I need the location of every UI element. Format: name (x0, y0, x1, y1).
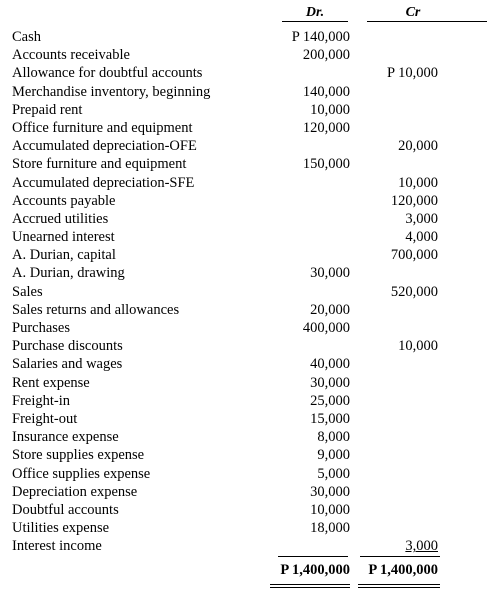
account-name: Sales (12, 283, 43, 300)
table-row (0, 265, 494, 283)
credit-total-rule (360, 556, 440, 557)
credit-amount: P 10,000 (386, 65, 438, 82)
table-row (0, 102, 494, 120)
credit-header-underline (367, 21, 487, 22)
account-name: Purchases (12, 320, 70, 336)
table-row (0, 29, 494, 47)
debit-amount: 18,000 (310, 520, 350, 537)
table-row (0, 338, 494, 356)
account-name: Accounts receivable (12, 47, 130, 64)
account-name: Interest income (12, 538, 102, 555)
table-row (0, 138, 494, 156)
table-row (0, 84, 494, 102)
debit-amount: 30,000 (310, 265, 350, 282)
account-name: Accumulated depreciation-OFE (12, 138, 197, 155)
debit-double-underline (270, 584, 350, 588)
table-row (0, 520, 494, 538)
debit-amount: 150,000 (302, 156, 350, 173)
debit-amount: 40,000 (310, 356, 350, 373)
table-row (0, 156, 494, 174)
account-name: A. Durian, capital (12, 247, 116, 264)
account-name: Cash (12, 29, 41, 45)
account-name: Allowance for doubtful accounts (12, 65, 203, 82)
credit-amount: 20,000 (398, 138, 438, 155)
account-name: Salaries and wages (12, 356, 123, 373)
debit-column-header: Dr. (305, 5, 325, 20)
table-row (0, 447, 494, 465)
debit-amount: 9,000 (317, 447, 350, 464)
credit-amount: 3,000 (405, 538, 438, 555)
trial-balance-rows (0, 29, 494, 556)
account-name: Office furniture and equipment (12, 119, 193, 136)
debit-amount: 25,000 (310, 392, 350, 409)
debit-header-underline (282, 21, 348, 22)
debit-total-rule (278, 556, 348, 557)
table-row (0, 65, 494, 83)
account-name: Accumulated depreciation-SFE (12, 174, 195, 191)
table-row (0, 375, 494, 393)
debit-amount: 30,000 (310, 374, 350, 391)
credit-amount: 120,000 (390, 192, 438, 209)
debit-amount: 140,000 (302, 83, 350, 100)
credit-total: P 1,400,000 (368, 562, 438, 578)
account-name: Sales returns and allowances (12, 301, 180, 318)
credit-amount: 700,000 (390, 247, 438, 264)
table-row (0, 429, 494, 447)
debit-amount: 8,000 (317, 429, 350, 446)
account-name: Merchandise inventory, beginning (12, 83, 211, 100)
account-name: Office supplies expense (12, 465, 151, 482)
debit-amount: 10,000 (310, 101, 350, 118)
table-row (0, 538, 494, 556)
table-row (0, 247, 494, 265)
table-row (0, 466, 494, 484)
debit-amount: 30,000 (310, 483, 350, 500)
account-name: Rent expense (12, 374, 90, 391)
account-name: A. Durian, drawing (12, 265, 125, 282)
table-row (0, 229, 494, 247)
account-name: Depreciation expense (12, 483, 138, 500)
table-row (0, 120, 494, 138)
account-name: Unearned interest (12, 229, 115, 246)
debit-amount: 120,000 (302, 119, 350, 136)
credit-column-header: Cr (405, 5, 421, 20)
table-row (0, 47, 494, 65)
table-row (0, 393, 494, 411)
debit-amount: 200,000 (302, 47, 350, 64)
debit-total: P 1,400,000 (280, 562, 350, 578)
account-name: Insurance expense (12, 429, 119, 446)
table-row (0, 193, 494, 211)
debit-amount: P 140,000 (291, 29, 350, 45)
table-row (0, 175, 494, 193)
table-row (0, 284, 494, 302)
debit-amount: 15,000 (310, 410, 350, 427)
debit-amount: 400,000 (302, 320, 350, 336)
account-name: Prepaid rent (12, 101, 83, 118)
table-row (0, 302, 494, 320)
credit-amount: 10,000 (398, 338, 438, 355)
table-row (0, 356, 494, 374)
account-name: Accrued utilities (12, 210, 109, 227)
credit-amount: 4,000 (405, 229, 438, 246)
account-name: Purchase discounts (12, 338, 123, 355)
account-name: Store supplies expense (12, 447, 145, 464)
table-row (0, 320, 494, 338)
credit-amount: 3,000 (405, 210, 438, 227)
debit-amount: 5,000 (317, 465, 350, 482)
table-row (0, 411, 494, 429)
credit-amount: 520,000 (390, 283, 438, 300)
table-row (0, 211, 494, 229)
account-name: Store furniture and equipment (12, 156, 187, 173)
account-name: Accounts payable (12, 192, 116, 209)
debit-amount: 10,000 (310, 501, 350, 518)
account-name: Utilities expense (12, 520, 110, 537)
table-row (0, 502, 494, 520)
credit-amount: 10,000 (398, 174, 438, 191)
debit-amount: 20,000 (310, 301, 350, 318)
credit-double-underline (358, 584, 440, 588)
table-row (0, 484, 494, 502)
account-name: Freight-in (12, 392, 70, 409)
account-name: Freight-out (12, 410, 78, 427)
account-name: Doubtful accounts (12, 501, 119, 518)
